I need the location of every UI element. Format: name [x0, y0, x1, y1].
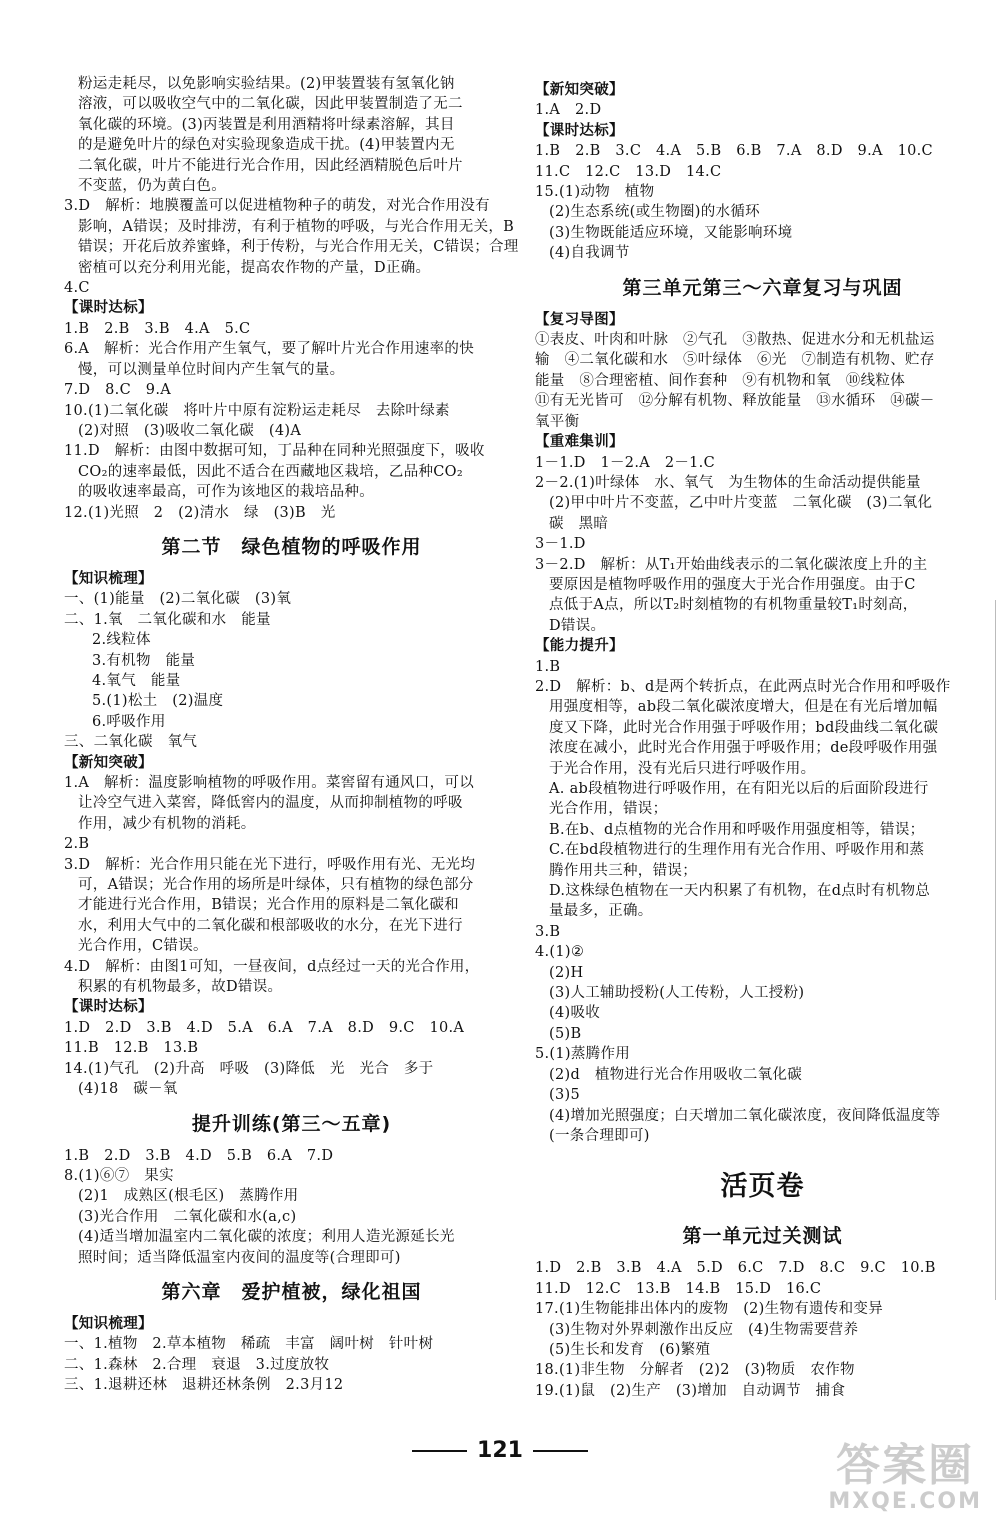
- page-edge-line: [995, 600, 996, 1300]
- answer-line: 度又下降，此时光合作用强于呼吸作用；bd段曲线二氧化碳: [549, 719, 939, 736]
- answer-line: 1－1.D 1－2.A 2－1.C: [535, 454, 715, 471]
- answer-line: 可，A错误；光合作用的场所是叶绿体，只有植物的绿色部分: [78, 877, 474, 894]
- answer-line: (4)增加光照强度；白天增加二氧化碳浓度，夜间降低温度等: [549, 1107, 941, 1124]
- answer-line: 1.B 2.B 3.B 4.A 5.C: [64, 320, 251, 337]
- answer-line: (4)吸收: [549, 1005, 601, 1022]
- answer-line: 3.B: [535, 923, 561, 940]
- section-heading: 提升训练(第三～五章): [191, 1112, 392, 1135]
- answer-line: 3.D 解析：光合作用只能在光下进行，呼吸作用有光、无光均: [64, 856, 476, 873]
- answer-line: 点低于A点，所以T₂时刻植物的有机物重量较T₁时刻高，: [549, 597, 918, 614]
- answer-line: 1.A 解析：温度影响植物的呼吸作用。菜窖留有通风口，可以: [64, 775, 475, 791]
- answer-line: A. ab段植物进行呼吸作用，在有阳光以后的后面阶段进行: [549, 781, 929, 797]
- answer-line: 的吸收速率最高，可作为该地区的栽培品种。: [78, 484, 374, 501]
- answer-line: (4)自我调节: [549, 245, 630, 262]
- answer-line: 1.D 2.B 3.B 4.A 5.D 6.C 7.D 8.C 9.C 10.B: [535, 1260, 936, 1277]
- answer-line: 10.(1)二氧化碳 将叶片中原有淀粉运走耗尽 去除叶绿素: [64, 402, 450, 419]
- answer-line: 溶液，可以吸收空气中的二氧化碳，因此甲装置制造了无二: [78, 96, 463, 113]
- section-heading: 第三单元第三～六章复习与巩固: [622, 276, 903, 299]
- answer-line: 用强度相等，ab段二氧化碳浓度增大，但是在有光后增加幅: [549, 699, 938, 716]
- answer-line: 6.呼吸作用: [92, 713, 166, 730]
- answer-line: (4)适当增加温室内二氧化碳的浓度；利用人造光源延长光: [78, 1229, 455, 1246]
- answer-line: 密植可以充分利用光能，提高农作物的产量，D正确。: [78, 259, 431, 276]
- answer-line: 3.有机物 能量: [92, 652, 196, 669]
- answer-line: 光合作用，C错误。: [78, 938, 208, 955]
- answer-line: 三、1.退耕还林 退耕还林条例 2.3月12: [64, 1377, 344, 1394]
- section-heading: 第六章 爱护植被，绿化祖国: [161, 1280, 422, 1303]
- footer-rule-right: [533, 1450, 588, 1452]
- answer-line: 2.线粒体: [92, 632, 151, 649]
- answer-line: (2)甲中叶片不变蓝，乙中叶片变蓝 二氧化碳 (3)二氧化: [549, 495, 933, 512]
- watermark-url: MXQE.COM: [828, 1489, 982, 1514]
- answer-line: 二氧化碳，叶片不能进行光合作用，因此经酒精脱色后叶片: [78, 157, 463, 174]
- answer-line: 11.C 12.C 13.D 14.C: [535, 163, 722, 180]
- answer-line: 7.D 8.C 9.A: [64, 382, 171, 399]
- section-label: 【新知突破】: [64, 753, 153, 771]
- answer-line: 1.A 2.D: [535, 102, 602, 119]
- answer-line: 11.D 12.C 13.B 14.B 15.D 16.C: [535, 1280, 822, 1297]
- answer-line: 错误；开花后放养蜜蜂，利于传粉，与光合作用无关，C错误；合理: [78, 239, 519, 256]
- answer-line: 2.B: [64, 836, 90, 853]
- answer-line: 照时间；适当降低温室内夜间的温度等(合理即可): [78, 1249, 401, 1266]
- answer-line: 于光合作用，没有光后只进行呼吸作用。: [549, 760, 816, 777]
- answer-line: 12.(1)光照 2 (2)清水 绿 (3)B 光: [64, 504, 336, 521]
- answer-line: (2)对照 (3)吸收二氧化碳 (4)A: [78, 422, 302, 439]
- answer-line: 才能进行光合作用，B错误；光合作用的原料是二氧化碳和: [78, 897, 459, 914]
- answer-line: (3)光合作用 二氧化碳和水(a,c): [78, 1208, 297, 1225]
- answer-line: 4.C: [64, 280, 90, 297]
- answer-line: 腾作用共三种，错误；: [549, 862, 697, 879]
- answer-line: 碳 黑暗: [549, 515, 609, 532]
- section-label: 【重难集训】: [535, 433, 624, 451]
- section-label: 【课时达标】: [64, 299, 153, 317]
- right-column: [535, 80, 990, 1401]
- answer-line: 1.B 2.D 3.B 4.D 5.B 6.A 7.D: [64, 1147, 334, 1164]
- answer-line: ①表皮、叶肉和叶脉 ②气孔 ③散热、促进水分和无机盐运: [535, 332, 935, 349]
- answer-line: 一、(1)能量 (2)二氧化碳 (3)氧: [64, 591, 292, 608]
- answer-line: C.在bd段植物进行的生理作用有光合作用、呼吸作用和蒸: [549, 842, 925, 859]
- answer-line: 4.(1)②: [535, 944, 585, 961]
- section-label: 【课时达标】: [535, 121, 624, 139]
- answer-line: 二、1.氧 二氧化碳和水 能量: [64, 611, 271, 628]
- answer-line: 3.D 解析：地膜覆盖可以促进植物种子的萌发，对光合作用没有: [64, 198, 490, 215]
- answer-line: 输 ④二氧化碳和水 ⑤叶绿体 ⑥光 ⑦制造有机物、贮存: [535, 352, 935, 369]
- footer-rule-left: [412, 1450, 467, 1452]
- answer-line: (3)生物对外界刺激作出反应 (4)生物需要营养: [549, 1321, 859, 1338]
- answer-line: 一、1.植物 2.草本植物 稀疏 丰富 阔叶树 针叶树: [64, 1336, 434, 1353]
- answer-line: 三、二氧化碳 氧气: [64, 734, 198, 751]
- section-label: 【新知突破】: [535, 81, 624, 98]
- answer-line: (5)B: [549, 1025, 582, 1042]
- answer-line: 14.(1)气孔 (2)升高 呼吸 (3)降低 光 光合 多于: [64, 1060, 434, 1077]
- section-heading: 活页卷: [720, 1171, 805, 1203]
- answer-line: 6.A 解析：光合作用产生氧气，要了解叶片光合作用速率的快: [64, 341, 475, 358]
- answer-line: D错误。: [549, 617, 606, 634]
- answer-line: (2)d 植物进行光合作用吸收二氧化碳: [549, 1066, 803, 1083]
- answer-line: 3－1.D: [535, 536, 586, 553]
- answer-line: 量最多，正确。: [549, 903, 653, 920]
- answer-line: 17.(1)生物能排出体内的废物 (2)生物有遗传和变异: [535, 1301, 884, 1318]
- answer-line: (2)生态系统(或生物圈)的水循环: [549, 204, 760, 221]
- answer-line: 11.D 解析：由图中数据可知，丁品种在同种光照强度下，吸收: [64, 443, 485, 460]
- answer-line: (3)生物既能适应环境，又能影响环境: [549, 224, 793, 241]
- answer-line: 19.(1)鼠 (2)生产 (3)增加 自动调节 捕食: [535, 1382, 846, 1399]
- answer-line: 能量 ⑧合理密植、间作套种 ⑨有机物和氧 ⑩线粒体: [535, 372, 905, 389]
- answer-line: 不变蓝，仍为黄白色。: [78, 178, 226, 195]
- answer-line: 8.(1)⑥⑦ 果实: [64, 1167, 174, 1184]
- answer-line: 水，利用大气中的二氧化碳和根部吸收的水分，在光下进行: [78, 917, 463, 934]
- answer-line: (2)1 成熟区(根毛区) 蒸腾作用: [78, 1188, 299, 1205]
- answer-line: 影响，A错误；及时排涝，有利于植物的呼吸，与光合作用无关，B: [78, 218, 515, 235]
- answer-line: 浓度在减小，此时光合作用强于呼吸作用；de段呼吸作用强: [549, 740, 938, 757]
- section-heading: 第二节 绿色植物的呼吸作用: [161, 535, 422, 558]
- answer-line: 积累的有机物最多，故D错误。: [78, 979, 283, 996]
- answer-line: 18.(1)非生物 分解者 (2)2 (3)物质 农作物: [535, 1362, 855, 1379]
- section-label: 【复习导图】: [535, 310, 624, 328]
- answer-line: (5)生长和发育 (6)繁殖: [549, 1341, 711, 1358]
- answer-line: (4)18 碳－氧: [78, 1081, 178, 1098]
- answer-line: 11.B 12.B 13.B: [64, 1040, 199, 1057]
- answer-line: 光合作用，错误；: [549, 801, 668, 818]
- answer-line: (3)5: [549, 1087, 580, 1104]
- answer-line: 作用，减少有机物的消耗。: [78, 815, 256, 832]
- answer-line: 氧化碳的环境。(3)丙装置是利用酒精将叶绿素溶解，其目: [78, 116, 455, 133]
- answer-line: CO₂的速率最低，因此不适合在西藏地区栽培，乙品种CO₂: [78, 463, 463, 480]
- section-label: 【能力提升】: [535, 637, 624, 655]
- left-column: [64, 74, 519, 1396]
- watermark-title: 答案圈: [836, 1440, 975, 1491]
- section-heading: 第一单元过关测试: [682, 1225, 843, 1248]
- watermark-logo: [828, 1440, 982, 1514]
- answer-line: 二、1.森林 2.合理 衰退 3.过度放牧: [64, 1356, 330, 1373]
- answer-line: 15.(1)动物 植物: [535, 184, 655, 201]
- answer-line: (2)H: [549, 964, 584, 981]
- answer-line: 4.D 解析：由图1可知，一昼夜间，d点经过一天的光合作用，: [64, 958, 480, 975]
- answer-line: 1.B: [535, 658, 561, 675]
- section-label: 【知识梳理】: [64, 1314, 153, 1332]
- page-number: 121: [477, 1438, 523, 1463]
- answer-line: (3)人工辅助授粉(人工传粉，人工授粉): [549, 985, 805, 1002]
- answer-line: 5.(1)松土 (2)温度: [92, 693, 224, 710]
- answer-line: 4.氧气 能量: [92, 672, 181, 689]
- answer-line: 5.(1)蒸腾作用: [535, 1046, 631, 1063]
- answer-line: 慢，可以测量单位时间内产生氧气的量。: [78, 361, 345, 378]
- answer-line: 氧平衡: [535, 413, 580, 430]
- section-label: 【课时达标】: [64, 998, 153, 1016]
- answer-line: 要原因是植物呼吸作用的强度大于光合作用强度。由于C: [549, 576, 916, 593]
- answer-line: 让冷空气进入菜窖，降低窖内的温度，从而抑制植物的呼吸: [78, 795, 463, 812]
- answer-line: 1.D 2.D 3.B 4.D 5.A 6.A 7.A 8.D 9.C 10.A: [64, 1019, 465, 1036]
- answer-line: ⑪有无光皆可 ⑫分解有机物、释放能量 ⑬水循环 ⑭碳－: [535, 393, 935, 410]
- answer-line: (一条合理即可): [549, 1127, 650, 1144]
- section-label: 【知识梳理】: [64, 569, 153, 587]
- answer-line: 2.D 解析：b、d是两个转折点，在此两点时光合作用和呼吸作: [535, 678, 951, 695]
- answer-line: B.在b、d点植物的光合作用和呼吸作用强度相等，错误；: [549, 821, 925, 838]
- answer-line: 1.B 2.B 3.C 4.A 5.B 6.B 7.A 8.D 9.A 10.C: [535, 143, 933, 160]
- answer-line: 粉运走耗尽，以免影响实验结果。(2)甲装置装有氢氧化钠: [78, 76, 455, 92]
- answer-line: 的是避免叶片的绿色对实验现象造成干扰。(4)甲装置内无: [78, 137, 455, 154]
- answer-line: 2－2.(1)叶绿体 水、氧气 为生物体的生命活动提供能量: [535, 474, 921, 491]
- answer-line: D.这株绿色植物在一天内积累了有机物，在d点时有机物总: [549, 883, 931, 900]
- answer-line: 3－2.D 解析：从T₁开始曲线表示的二氧化碳浓度上升的主: [535, 556, 928, 573]
